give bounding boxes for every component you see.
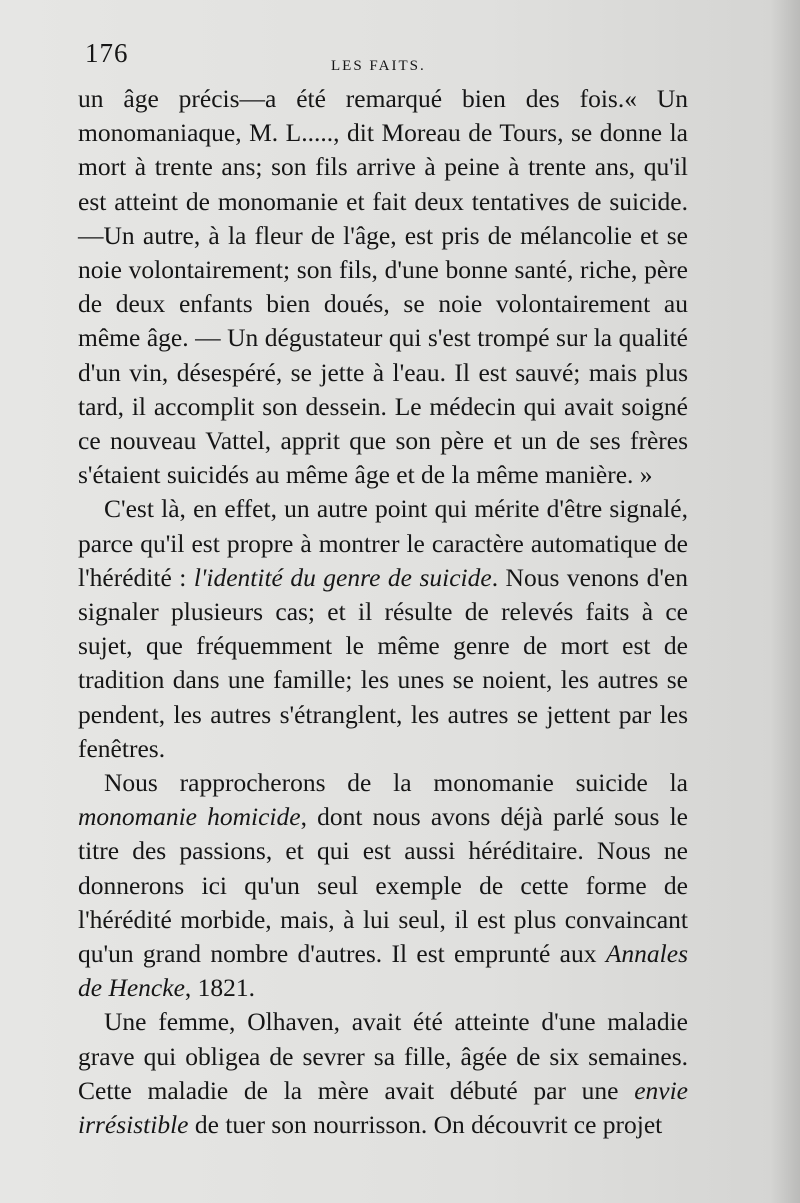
paragraph-1: un âge précis—a été remarqué bien des fois.« Un monomaniaque, M. L....., dit Moreau de Tours, se donne la mort à trente ans; son fils arrive à peine à trente ans, qu'il est atteint de monomanie et fait deux tentatives de suicide.—Un autre, à la fleur de l'âge, est pris de mélancolie et se noie volontairement; son fils, d'une bonne santé, riche, père de deux enfants bien doués, se noie volontairement au même âge. — Un dégustateur qui s'est trompé sur la qualité d'un vin, désespéré, se jette à l'eau. Il est sauvé; mais plus tard, il accomplit son dessein. Le médecin qui avait soigné ce nouveau Vattel, apprit que son père et un de ses frères s'étaient suicidés au même âge et de la même manière. »: [78, 84, 688, 490]
paragraph-3-text-b: , dont nous avons déjà parlé sous le titre des passions, et qui est aussi héréditaire. Nous ne donnerons ici qu'un seul exemple de cette forme de l'hérédité morbide, mais, à lui seul, il est plus convaincant qu'un grand nombre d'autres. Il est emprunté aux: [78, 802, 688, 969]
paragraph-3-italic-2: Annales de Hencke: [78, 939, 688, 1003]
paragraph-2-italic: l'identité du genre de suicide: [193, 562, 492, 592]
paragraph-4-text-a: Une femme, Olhaven, avait été atteinte d'une maladie grave qui obligea de sevrer sa fille, âgée de six semaines. Cette maladie de la mère avait débuté par une: [78, 1007, 688, 1105]
paragraph-2: [78, 492, 688, 766]
paragraph-3: [78, 766, 688, 1005]
page-edge-shadow: [770, 0, 800, 1203]
running-head: LES FAITS.: [331, 58, 426, 74]
page-number: 176: [85, 38, 129, 68]
body-text: [78, 82, 688, 1142]
paragraph-3-text-a: Nous rapprocherons de la monomanie suicide la: [104, 768, 688, 798]
paragraph-4-text-b: de tuer son nourrisson. On découvrit ce projet: [188, 1110, 663, 1140]
paragraph-3-italic-1: monomanie homicide: [78, 802, 301, 832]
paragraph-2-text-b: . Nous venons d'en signaler plusieurs cas; et il résulte de relevés faits à ce sujet, que fréquemment le même genre de mort est de tradition dans une famille; les unes se noient, les autres se pendent, les autres s'étranglent, les autres se jettent par les fenêtres.: [78, 562, 688, 763]
paragraph-2-text-a: C'est là, en effet, un autre point qui mérite d'être signalé, parce qu'il est propre à montrer le caractère automatique de l'hérédité :: [78, 494, 688, 592]
paragraph-4-italic: envie irrésistible: [78, 1075, 688, 1140]
paragraph-3-text-c: , 1821.: [184, 973, 256, 1003]
paragraph-4: [78, 1005, 688, 1142]
